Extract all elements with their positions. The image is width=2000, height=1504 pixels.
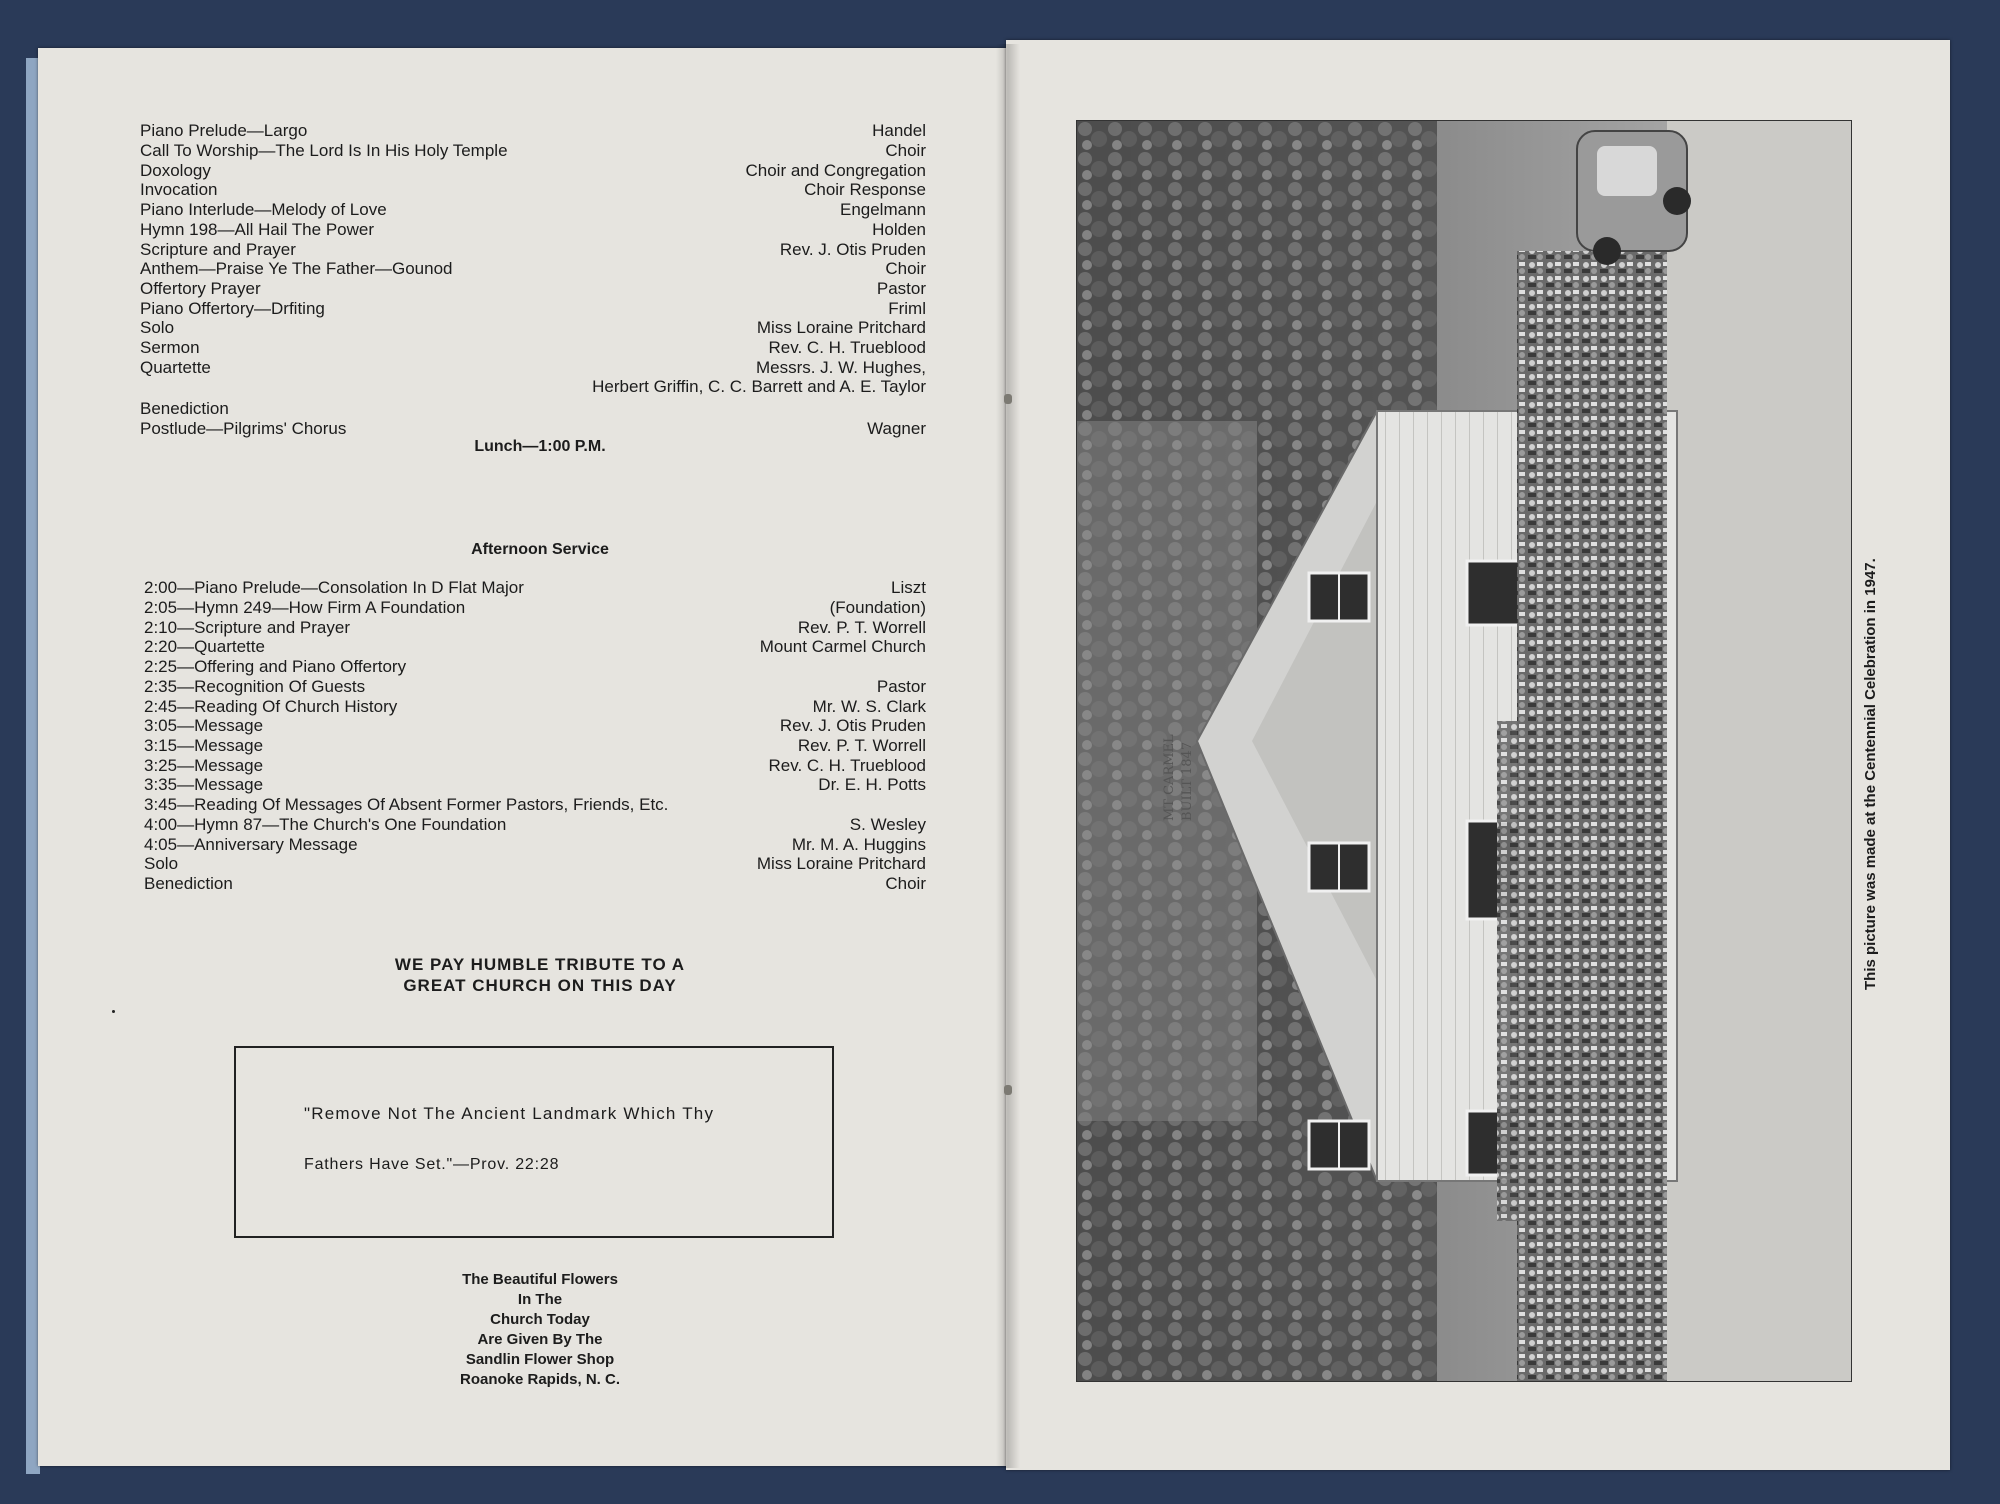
- program-performer: Handel: [872, 121, 926, 140]
- program-item: 2:10—Scripture and Prayer: [144, 618, 350, 637]
- program-item: 2:45—Reading Of Church History: [144, 697, 398, 716]
- program-row: [144, 736, 926, 756]
- program-row: [140, 259, 926, 279]
- tribute-heading: [300, 954, 780, 996]
- program-performer: Herbert Griffin, C. C. Barrett and A. E. Taylor: [592, 377, 926, 396]
- program-performer: Miss Loraine Pritchard: [756, 318, 926, 337]
- binding-hole: [1004, 394, 1012, 404]
- flowers-line: Roanoke Rapids, N. C.: [459, 1371, 621, 1388]
- program-item: Offertory Prayer: [140, 279, 261, 298]
- program-item: Solo: [144, 854, 179, 873]
- program-item: Solo: [140, 318, 175, 337]
- flowers-line: Church Today: [490, 1311, 590, 1328]
- church-photo-illustration: [1077, 121, 1852, 1382]
- program-row: [140, 377, 926, 397]
- program-item: 4:00—Hymn 87—The Church's One Foundation: [144, 815, 507, 834]
- program-performer: Rev. C. H. Trueblood: [768, 756, 926, 775]
- program-performer: Choir Response: [804, 180, 926, 199]
- program-row: [140, 200, 926, 220]
- program-performer: Mr. W. S. Clark: [812, 697, 926, 716]
- program-performer: Choir and Congregation: [745, 161, 926, 180]
- church-sign-text: MT CARMEL: [1162, 734, 1177, 821]
- quote-line: "Remove Not The Ancient Landmark Which Thy: [304, 1104, 715, 1123]
- program-row: [144, 637, 926, 657]
- program-row: [140, 338, 926, 358]
- program-item: Hymn 198—All Hail The Power: [140, 220, 374, 239]
- program-item: 4:05—Anniversary Message: [144, 835, 358, 854]
- program-item: Doxology: [140, 161, 211, 180]
- program-row: [140, 161, 926, 181]
- program-item: 2:00—Piano Prelude—Consolation In D Flat Major: [144, 578, 524, 597]
- program-item: 2:20—Quartette: [144, 637, 265, 656]
- program-performer: Choir: [885, 874, 926, 893]
- program-row: [140, 318, 926, 338]
- program-performer: Rev. P. T. Worrell: [797, 618, 926, 637]
- program-performer: Mount Carmel Church: [759, 637, 926, 656]
- program-performer: Mr. M. A. Huggins: [791, 835, 926, 854]
- program-row: [144, 618, 926, 638]
- program-row: [140, 180, 926, 200]
- program-row: [140, 358, 926, 378]
- program-row: [144, 874, 926, 894]
- program-item: Piano Interlude—Melody of Love: [140, 200, 387, 219]
- binding-hole: [1004, 1085, 1012, 1095]
- program-item: Anthem—Praise Ye The Father—Gounod: [140, 259, 453, 278]
- program-row: [144, 578, 926, 598]
- program-row: [140, 419, 926, 439]
- program-performer: Miss Loraine Pritchard: [756, 854, 926, 873]
- program-item: Piano Offertory—Drfiting: [140, 299, 325, 318]
- program-performer: Liszt: [891, 578, 926, 597]
- flowers-line: Are Given By The: [477, 1331, 603, 1348]
- afternoon-heading: Afternoon Service: [471, 541, 609, 558]
- program-row: [144, 795, 926, 815]
- program-performer: Messrs. J. W. Hughes,: [755, 358, 926, 377]
- program-row: [144, 697, 926, 717]
- tribute-line: GREAT CHURCH ON THIS DAY: [403, 976, 677, 995]
- program-item: Quartette: [140, 358, 211, 377]
- print-speck: [112, 1010, 115, 1013]
- program-item: 3:25—Message: [144, 756, 264, 775]
- program-item: Invocation: [140, 180, 218, 199]
- program-item: Sermon: [140, 338, 200, 357]
- program-performer: Friml: [888, 299, 926, 318]
- program-performer: Choir: [885, 259, 926, 278]
- quote-line: Fathers Have Set."—Prov. 22:28: [304, 1156, 560, 1173]
- tribute-line: WE PAY HUMBLE TRIBUTE TO A: [394, 955, 686, 974]
- book-gutter: [996, 44, 1020, 1468]
- program-performer: Rev. J. Otis Pruden: [779, 240, 926, 259]
- program-performer: Pastor: [876, 677, 926, 696]
- program-row: [144, 677, 926, 697]
- scripture-quote-box: [234, 1046, 834, 1238]
- program-row: [144, 598, 926, 618]
- program-row: [144, 657, 926, 677]
- program-performer: Rev. J. Otis Pruden: [779, 716, 926, 735]
- program-performer: Engelmann: [839, 200, 926, 219]
- program-row: [144, 815, 926, 835]
- program-item: 2:05—Hymn 249—How Firm A Foundation: [144, 598, 466, 617]
- program-item: 2:35—Recognition Of Guests: [144, 677, 366, 696]
- program-performer: Pastor: [876, 279, 926, 298]
- program-row: [144, 835, 926, 855]
- program-item: Benediction: [140, 399, 229, 418]
- program-row: [140, 399, 926, 419]
- program-row: [140, 220, 926, 240]
- church-sign-text: BUILT 1847: [1180, 741, 1195, 821]
- flowers-line: Sandlin Flower Shop: [465, 1351, 615, 1368]
- program-row: [140, 121, 926, 141]
- flowers-line: In The: [517, 1291, 563, 1308]
- centennial-photograph: [1076, 120, 1852, 1382]
- program-item: Piano Prelude—Largo: [140, 121, 308, 140]
- program-item: Scripture and Prayer: [140, 240, 296, 259]
- program-item: 3:15—Message: [144, 736, 264, 755]
- program-row: [144, 716, 926, 736]
- program-row: [140, 299, 926, 319]
- flowers-credit: [390, 1270, 690, 1390]
- program-performer: (Foundation): [829, 598, 926, 617]
- program-item: 3:05—Message: [144, 716, 264, 735]
- program-item: Benediction: [144, 874, 233, 893]
- program-performer: Rev. C. H. Trueblood: [768, 338, 926, 357]
- program-performer: Holden: [872, 220, 926, 239]
- program-row: [140, 279, 926, 299]
- program-item: Postlude—Pilgrims' Chorus: [140, 419, 347, 438]
- program-performer: Dr. E. H. Potts: [818, 775, 926, 794]
- program-row: [140, 141, 926, 161]
- flowers-line: The Beautiful Flowers: [462, 1271, 618, 1288]
- program-performer: Rev. P. T. Worrell: [797, 736, 926, 755]
- program-row: [144, 854, 926, 874]
- program-item: Call To Worship—The Lord Is In His Holy Temple: [140, 141, 508, 160]
- photo-caption: This picture was made at the Centennial Celebration in 1947.: [1862, 558, 1879, 990]
- program-row: [140, 240, 926, 260]
- program-row: [144, 756, 926, 776]
- lunch-heading: Lunch—1:00 P.M.: [474, 438, 606, 455]
- program-performer: Wagner: [867, 419, 926, 438]
- program-performer: S. Wesley: [849, 815, 926, 834]
- program-performer: Choir: [885, 141, 926, 160]
- program-row: [144, 775, 926, 795]
- program-item: 2:25—Offering and Piano Offertory: [144, 657, 407, 676]
- program-item: 3:45—Reading Of Messages Of Absent Former Pastors, Friends, Etc.: [144, 795, 669, 814]
- program-item: 3:35—Message: [144, 775, 264, 794]
